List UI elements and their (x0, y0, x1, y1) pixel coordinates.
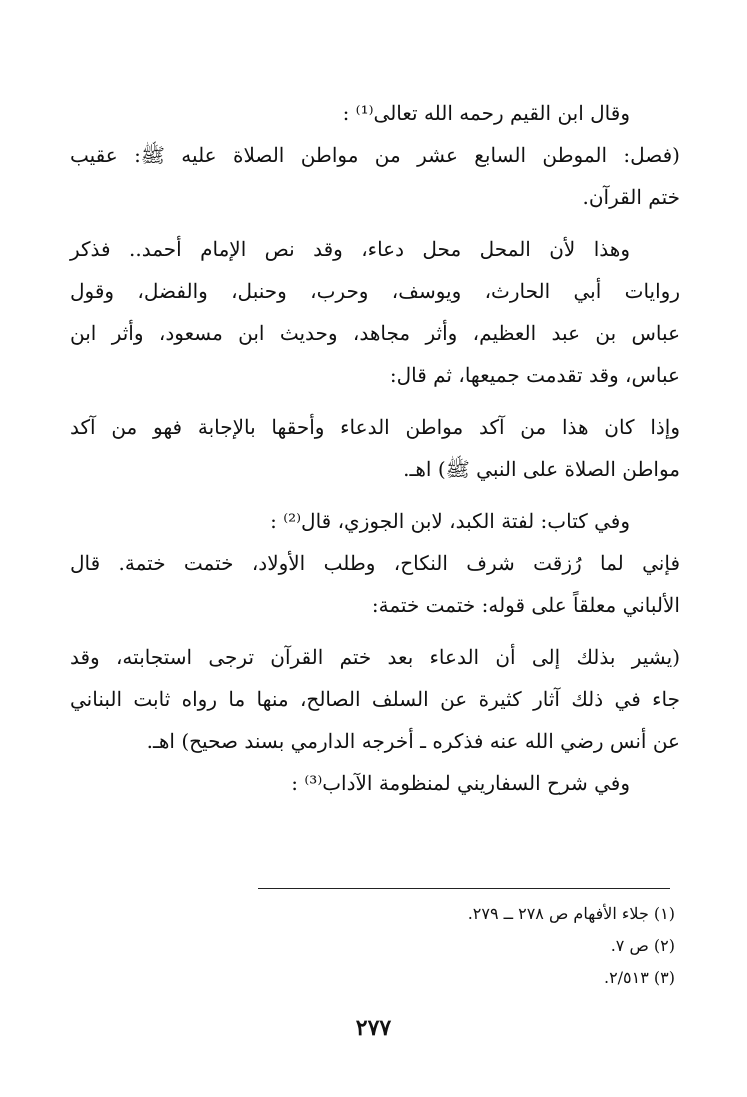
footnote: (٢) ص ٧. (610, 936, 675, 955)
text-line: الألباني معلقاً على قوله: ختمت ختمة: (371, 593, 680, 617)
footnote-separator (258, 888, 670, 889)
text-line: وإذا كان هذا من آكد مواطن الدعاء وأحقها بالإجابة فهو من آكد (70, 415, 680, 439)
text-line: مواطن الصلاة على النبي ﷺ) اهـ. (403, 457, 680, 481)
footnote: (١) جلاء الأفهام ص ٢٧٨ ــ ٢٧٩. (467, 904, 675, 923)
text-line: عن أنس رضي الله عنه فذكره ـ أخرجه الدارمي بسند صحيح) اهـ. (146, 729, 680, 753)
text-line: وهذا لأن المحل محل دعاء، وقد نص الإمام أحمد.. فذكر (70, 237, 630, 261)
text-line: جاء في ذلك آثار كثيرة عن السلف الصالح، منها ما رواه ثابت البناني (70, 687, 680, 711)
page-number: ٢٧٧ (355, 1015, 392, 1041)
text-line: وفي كتاب: لفتة الكبد، لابن الجوزي، قال⁽²⁾ : (270, 509, 630, 533)
text-line: (فصل: الموطن السابع عشر من مواطن الصلاة عليه ﷺ: عقيب (70, 143, 680, 167)
text-line: روايات أبي الحارث، ويوسف، وحرب، وحنبل، والفضل، وقول (70, 279, 680, 303)
footnotes (70, 898, 675, 994)
text-line: وفي شرح السفاريني لمنظومة الآداب⁽³⁾ : (291, 771, 630, 795)
main-text (70, 92, 680, 804)
footnote: (٣) ٢/٥١٣. (603, 968, 675, 987)
text-line: ختم القرآن. (582, 185, 680, 209)
text-line: عباس، وقد تقدمت جميعها، ثم قال: (389, 363, 680, 387)
text-line: عباس بن عبد العظيم، وأثر مجاهد، وحديث ابن مسعود، وأثر ابن (70, 321, 680, 345)
text-line: وقال ابن القيم رحمه الله تعالى⁽¹⁾ : (342, 101, 630, 125)
text-line: فإني لما رُزقت شرف النكاح، وطلب الأولاد، ختمت ختمة. قال (70, 551, 680, 575)
text-line: (يشير بذلك إلى أن الدعاء بعد ختم القرآن ترجى استجابته، وقد (70, 645, 680, 669)
